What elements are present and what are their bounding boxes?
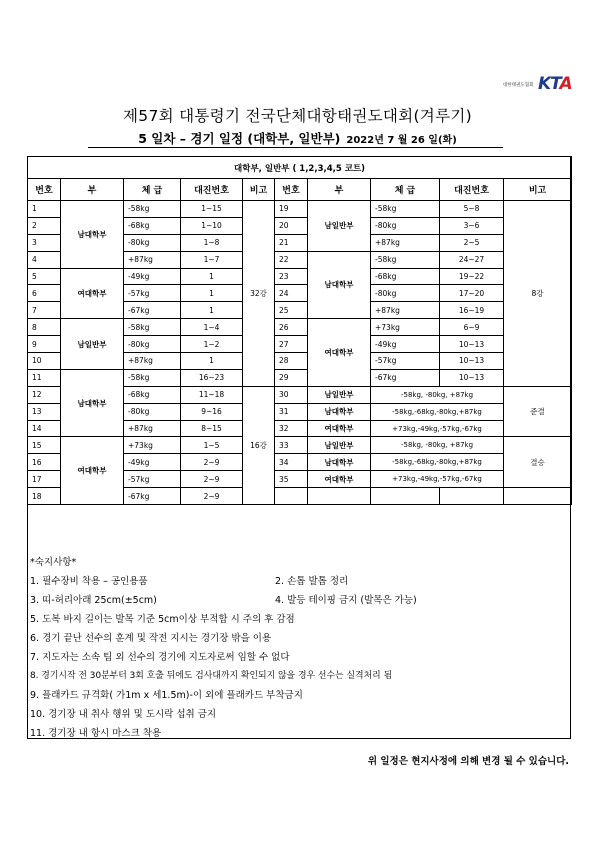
weight-class: -49kg [371, 336, 440, 353]
match-number: 32 [275, 420, 308, 437]
weight-class: +87kg [124, 251, 181, 268]
kta-logo [503, 74, 573, 96]
bracket-number: 8~15 [181, 420, 243, 437]
weight-class: -80kg [371, 285, 440, 302]
document-subtitle [0, 129, 595, 147]
weight-class: -67kg [124, 302, 181, 319]
division-cell: 남일반부 [61, 319, 124, 370]
bracket-number: 1 [181, 353, 243, 370]
division-cell: 남대학부 [308, 454, 371, 471]
note-item: 3. 띠-허리아래 25cm(±5cm) [30, 595, 157, 606]
table-row [28, 437, 572, 454]
header-cell: 비고 [504, 179, 572, 201]
table-header-row [28, 179, 572, 201]
division-cell: 남대학부 [308, 251, 371, 319]
schedule-table [27, 156, 572, 505]
weight-class: -68kg [124, 217, 181, 234]
bracket-number: 2~9 [181, 454, 243, 471]
weight-class: -80kg [124, 403, 181, 420]
match-number: 20 [275, 217, 308, 234]
round-note: 결승 [504, 437, 572, 488]
match-number: 12 [28, 386, 61, 403]
bracket-number: 1~8 [181, 234, 243, 251]
division-cell: 남일반부 [308, 386, 371, 403]
bracket-number: 2~9 [181, 471, 243, 488]
match-number: 23 [275, 268, 308, 285]
weight-class: -68kg [371, 268, 440, 285]
weight-class: +87kg [124, 353, 181, 370]
note-item: 6. 경기 끝난 선수의 훈계 및 작전 지시는 경기장 밖을 이용 [30, 633, 272, 644]
bracket-number: 9~16 [181, 403, 243, 420]
weight-class: -49kg [124, 268, 181, 285]
match-number: 10 [28, 353, 61, 370]
kta-logo-kt: KT [538, 74, 560, 94]
match-number: 5 [28, 268, 61, 285]
match-number: 30 [275, 386, 308, 403]
division-cell: 남일반부 [308, 201, 371, 252]
bracket-number: 11~18 [181, 386, 243, 403]
notes-title: *숙지사항* [30, 557, 77, 568]
note-item: 1. 필수장비 착용 – 공인용품 [30, 576, 148, 587]
weight-class: +73kg [371, 319, 440, 336]
weight-class: -49kg [124, 454, 181, 471]
table-row [28, 268, 572, 285]
header-cell: 체 급 [371, 179, 440, 201]
note-item: 9. 플래카드 규격화( 가1m x 세1.5m)-이 외에 플래카드 부착금지 [30, 690, 303, 701]
weight-class: -67kg [371, 369, 440, 386]
bracket-number: 19~22 [440, 268, 504, 285]
schedule-date: 2022년 7 월 26 일(화) [346, 135, 457, 146]
bracket-number: 10~13 [440, 353, 504, 370]
header-cell: 번호 [275, 179, 308, 201]
match-number: 19 [275, 201, 308, 218]
bracket-number: 17~20 [440, 285, 504, 302]
bracket-number: 1~10 [181, 217, 243, 234]
match-number: 1 [28, 201, 61, 218]
bracket-number: 1~2 [181, 336, 243, 353]
match-number: 2 [28, 217, 61, 234]
empty-cell [504, 488, 572, 505]
bracket-number: 1~5 [181, 437, 243, 454]
bracket-number: 2~9 [181, 488, 243, 505]
weight-class: -80kg [124, 234, 181, 251]
match-number: 4 [28, 251, 61, 268]
division-cell: 남대학부 [308, 403, 371, 420]
round-note: 8강 [504, 201, 572, 387]
weight-class: -80kg [371, 217, 440, 234]
weight-list: +73kg,-49kg,-57kg,-67kg [371, 471, 504, 488]
footer-notice: 위 일정은 현지사정에 의해 변경 될 수 있습니다. [367, 756, 569, 767]
match-number: 22 [275, 251, 308, 268]
match-number: 15 [28, 437, 61, 454]
match-number: 35 [275, 471, 308, 488]
bracket-number: 5~8 [440, 201, 504, 218]
bracket-number: 6~9 [440, 319, 504, 336]
weight-list: -58kg,-68kg,-80kg,+87kg [371, 454, 504, 471]
division-cell: 여대학부 [308, 471, 371, 488]
bracket-number: 3~6 [440, 217, 504, 234]
match-number: 17 [28, 471, 61, 488]
weight-list: -58kg, -80kg, +87kg [371, 437, 504, 454]
bracket-number: 1~7 [181, 251, 243, 268]
header-cell: 체 급 [124, 179, 181, 201]
kta-logo-a: A [559, 74, 572, 94]
document-title: 제57회 대통령기 전국단체대항태권도대회(겨루기) [123, 107, 472, 125]
weight-list: -58kg, -80kg, +87kg [371, 386, 504, 403]
weight-class: +87kg [371, 234, 440, 251]
kta-logo-mark [538, 74, 572, 94]
table-row [28, 201, 572, 218]
bracket-number: 10~13 [440, 336, 504, 353]
match-number: 21 [275, 234, 308, 251]
match-number: 7 [28, 302, 61, 319]
note-item: 8. 경기시작 전 30분부터 3회 호출 뒤에도 검사대까지 확인되지 않을 경우 선수는 실격처리 됨 [30, 671, 393, 681]
match-number: 14 [28, 420, 61, 437]
division-cell: 여대학부 [61, 268, 124, 319]
note-item: 10. 경기장 내 취사 행위 및 도시락 섭취 금지 [30, 709, 217, 720]
header-cell: 번호 [28, 179, 61, 201]
weight-list: -58kg,-68kg,-80kg,+87kg [371, 403, 504, 420]
note-item: 2. 손톱 발톱 정리 [275, 576, 349, 587]
bracket-number: 1 [181, 302, 243, 319]
round-note: 32강 [243, 201, 275, 387]
bracket-number: 1~4 [181, 319, 243, 336]
weight-class: -58kg [124, 369, 181, 386]
header-cell: 부 [308, 179, 371, 201]
bracket-number: 10~13 [440, 369, 504, 386]
weight-class: -68kg [124, 386, 181, 403]
match-number: 26 [275, 319, 308, 336]
match-number: 8 [28, 319, 61, 336]
match-number: 18 [28, 488, 61, 505]
bracket-number: 1~15 [181, 201, 243, 218]
match-number: 27 [275, 336, 308, 353]
weight-class: -57kg [124, 285, 181, 302]
weight-class: -58kg [371, 251, 440, 268]
table-row [28, 319, 572, 336]
empty-cell [440, 488, 504, 505]
weight-class: +87kg [124, 420, 181, 437]
match-number: 3 [28, 234, 61, 251]
table-row [28, 369, 572, 386]
bracket-number: 16~19 [440, 302, 504, 319]
weight-class: +73kg [124, 437, 181, 454]
weight-class: -57kg [371, 353, 440, 370]
weight-class: -58kg [371, 201, 440, 218]
note-item: 5. 도복 바지 길이는 발목 기준 5cm이상 부적합 시 주의 후 감점 [30, 614, 295, 625]
division-cell: 남대학부 [61, 369, 124, 437]
division-cell: 여대학부 [308, 319, 371, 387]
note-item: 4. 발등 테이핑 금지 (발목은 가능) [275, 595, 417, 606]
empty-cell [371, 488, 440, 505]
header-cell: 부 [61, 179, 124, 201]
bracket-number: 16~23 [181, 369, 243, 386]
header-cell: 대진번호 [181, 179, 243, 201]
schedule-table-body [28, 157, 572, 505]
match-number: 16 [28, 454, 61, 471]
subtitle-underline [88, 147, 503, 148]
header-cell: 대진번호 [440, 179, 504, 201]
match-number: 33 [275, 437, 308, 454]
round-note: 16강 [243, 386, 275, 504]
weight-list: +73kg,-49kg,-57kg,-67kg [371, 420, 504, 437]
match-number: 9 [28, 336, 61, 353]
weight-class: -58kg [124, 201, 181, 218]
match-number: 13 [28, 403, 61, 420]
note-item: 11. 경기장 내 항시 마스크 착용 [30, 728, 162, 739]
table-caption: 대학부, 일반부 ( 1,2,3,4,5 코트) [28, 157, 572, 179]
empty-cell [275, 488, 308, 505]
note-item: 7. 지도자는 소속 팀 외 선수의 경기에 지도자로써 임할 수 없다 [30, 652, 290, 663]
weight-class: -58kg [124, 319, 181, 336]
bracket-number: 1 [181, 268, 243, 285]
match-number: 28 [275, 353, 308, 370]
match-number: 31 [275, 403, 308, 420]
schedule-day-title: 5 일차 – 경기 일정 (대학부, 일반부) [138, 131, 341, 146]
match-number: 34 [275, 454, 308, 471]
match-number: 11 [28, 369, 61, 386]
division-cell: 남대학부 [61, 201, 124, 269]
match-number: 29 [275, 369, 308, 386]
division-cell: 여대학부 [308, 420, 371, 437]
division-cell: 여대학부 [61, 437, 124, 505]
header-cell: 비고 [243, 179, 275, 201]
match-number: 24 [275, 285, 308, 302]
weight-class: -67kg [124, 488, 181, 505]
weight-class: -57kg [124, 471, 181, 488]
weight-class: -80kg [124, 336, 181, 353]
weight-class: +87kg [371, 302, 440, 319]
bracket-number: 2~5 [440, 234, 504, 251]
division-cell: 남일반부 [308, 437, 371, 454]
match-number: 25 [275, 302, 308, 319]
bracket-number: 24~27 [440, 251, 504, 268]
empty-cell [308, 488, 371, 505]
bracket-number: 1 [181, 285, 243, 302]
match-number: 6 [28, 285, 61, 302]
round-note: 준결 [504, 386, 572, 437]
kta-logo-small-text: 대한태권도협회 [503, 83, 534, 88]
